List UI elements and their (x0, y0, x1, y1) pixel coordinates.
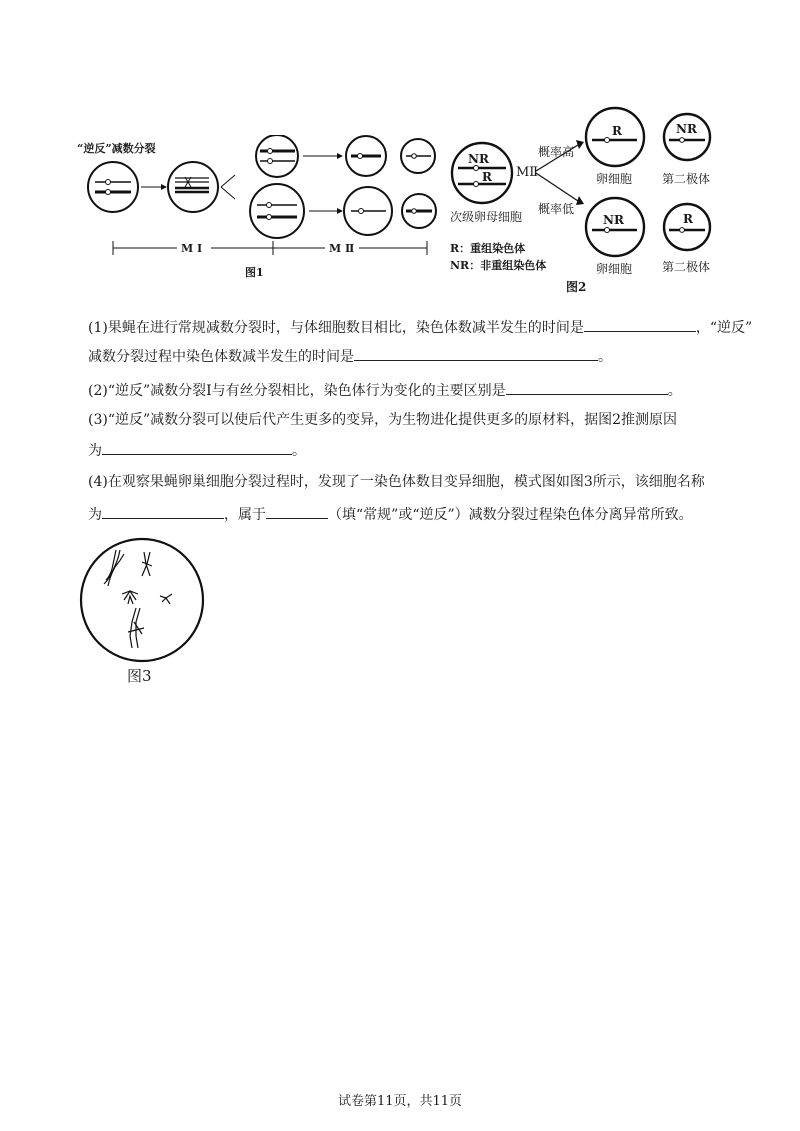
fig2-egg-label-bottom: 卵细胞 (596, 262, 633, 276)
fig1-caption: 图1 (245, 266, 264, 279)
fig2-egg-r (586, 108, 644, 166)
fig2-polar-label-top: 第二极体 (662, 172, 711, 186)
fig2-caption: 图2 (566, 280, 587, 294)
fig3-caption: 图3 (127, 667, 152, 685)
fig1-stage-m2: M Ⅱ (329, 242, 355, 255)
fig2-egg-nr (586, 198, 644, 256)
q4-blank-1[interactable] (102, 503, 224, 519)
fig3-chromosome-2 (142, 552, 152, 576)
fig3-chromosome-3 (122, 591, 138, 604)
fig1-cell-mii-3 (344, 187, 392, 235)
fig3-chromosome-1 (104, 550, 124, 586)
svg-text:NR: NR (468, 152, 489, 166)
svg-text:R: R (612, 124, 622, 138)
fig2-polar-r (664, 204, 710, 250)
question-1-line-1: (1)果蝇在进行常规减数分裂时，与体细胞数目相比，染色体数减半发生的时间是 ，“逆反” (88, 316, 752, 338)
fig1-timeline (113, 240, 427, 255)
fig1-title: “逆反”减数分裂 (77, 142, 156, 155)
question-3-line-1: (3)“逆反”减数分裂可以使后代产生更多的变异，为生物进化提供更多的原材料，据图2推测原因 (88, 412, 678, 428)
fig2-stage: MⅡ (516, 165, 539, 180)
svg-text:NR: NR (603, 213, 624, 227)
fig1-stage-m1: M Ⅰ (181, 242, 203, 255)
fig3-chromosome-4 (160, 594, 172, 604)
q4-blank-2[interactable] (266, 503, 328, 519)
fig2-polar-label-bottom: 第二极体 (662, 260, 711, 274)
q1-blank-1[interactable] (584, 316, 696, 332)
question-2: (2)“逆反”减数分裂Ⅰ与有丝分裂相比，染色体行为变化的主要区别是 。 (88, 379, 682, 401)
fig1-cell-initial (88, 162, 138, 212)
svg-text:R: R (482, 170, 492, 184)
fig1-cell-mii-1 (346, 136, 386, 176)
fig2-egg-label-top: 卵细胞 (596, 172, 633, 186)
fig1-cell-synapsis (168, 162, 218, 212)
question-4-line-2: 为 ，属于 （填“常规”或“逆反”）减数分裂过程染色体分离异常所致。 (88, 503, 693, 525)
q2-blank[interactable] (506, 379, 668, 395)
question-1-line-2: 减数分裂过程中染色体数减半发生的时间是 。 (88, 345, 612, 367)
figure-3 (70, 536, 220, 686)
svg-text:R: R (683, 212, 693, 226)
figure-1 (75, 135, 455, 280)
fig2-cell-label: 次级卵母细胞 (450, 210, 523, 224)
fig1-cell-mii-4 (402, 194, 436, 228)
fig2-prob-low: 概率低 (538, 202, 575, 216)
fig2-legend-nr: NR：非重组染色体 (450, 259, 547, 272)
svg-text:NR: NR (676, 122, 697, 136)
fig2-oocyte (452, 143, 512, 203)
q1-blank-2[interactable] (354, 345, 598, 361)
fig2-legend-r: R：重组染色体 (450, 242, 526, 255)
fig1-cell-mi-bottom (250, 184, 304, 238)
q3-blank[interactable] (102, 439, 292, 455)
question-4-line-1: (4)在观察果蝇卵巢细胞分裂过程时，发现了一染色体数目变异细胞，模式图如图3所示，该细胞名称 (88, 474, 705, 490)
fig1-cell-mii-2 (401, 139, 435, 173)
fig3-chromosome-5 (128, 608, 144, 648)
fig1-cell-mi-top (256, 135, 298, 177)
fig2-polar-nr (664, 114, 710, 160)
fig2-prob-high: 概率高 (538, 145, 575, 159)
page-footer: 试卷第11页，共11页 (337, 1094, 463, 1109)
figure-2 (440, 105, 730, 300)
question-3-line-2: 为 。 (88, 439, 306, 461)
